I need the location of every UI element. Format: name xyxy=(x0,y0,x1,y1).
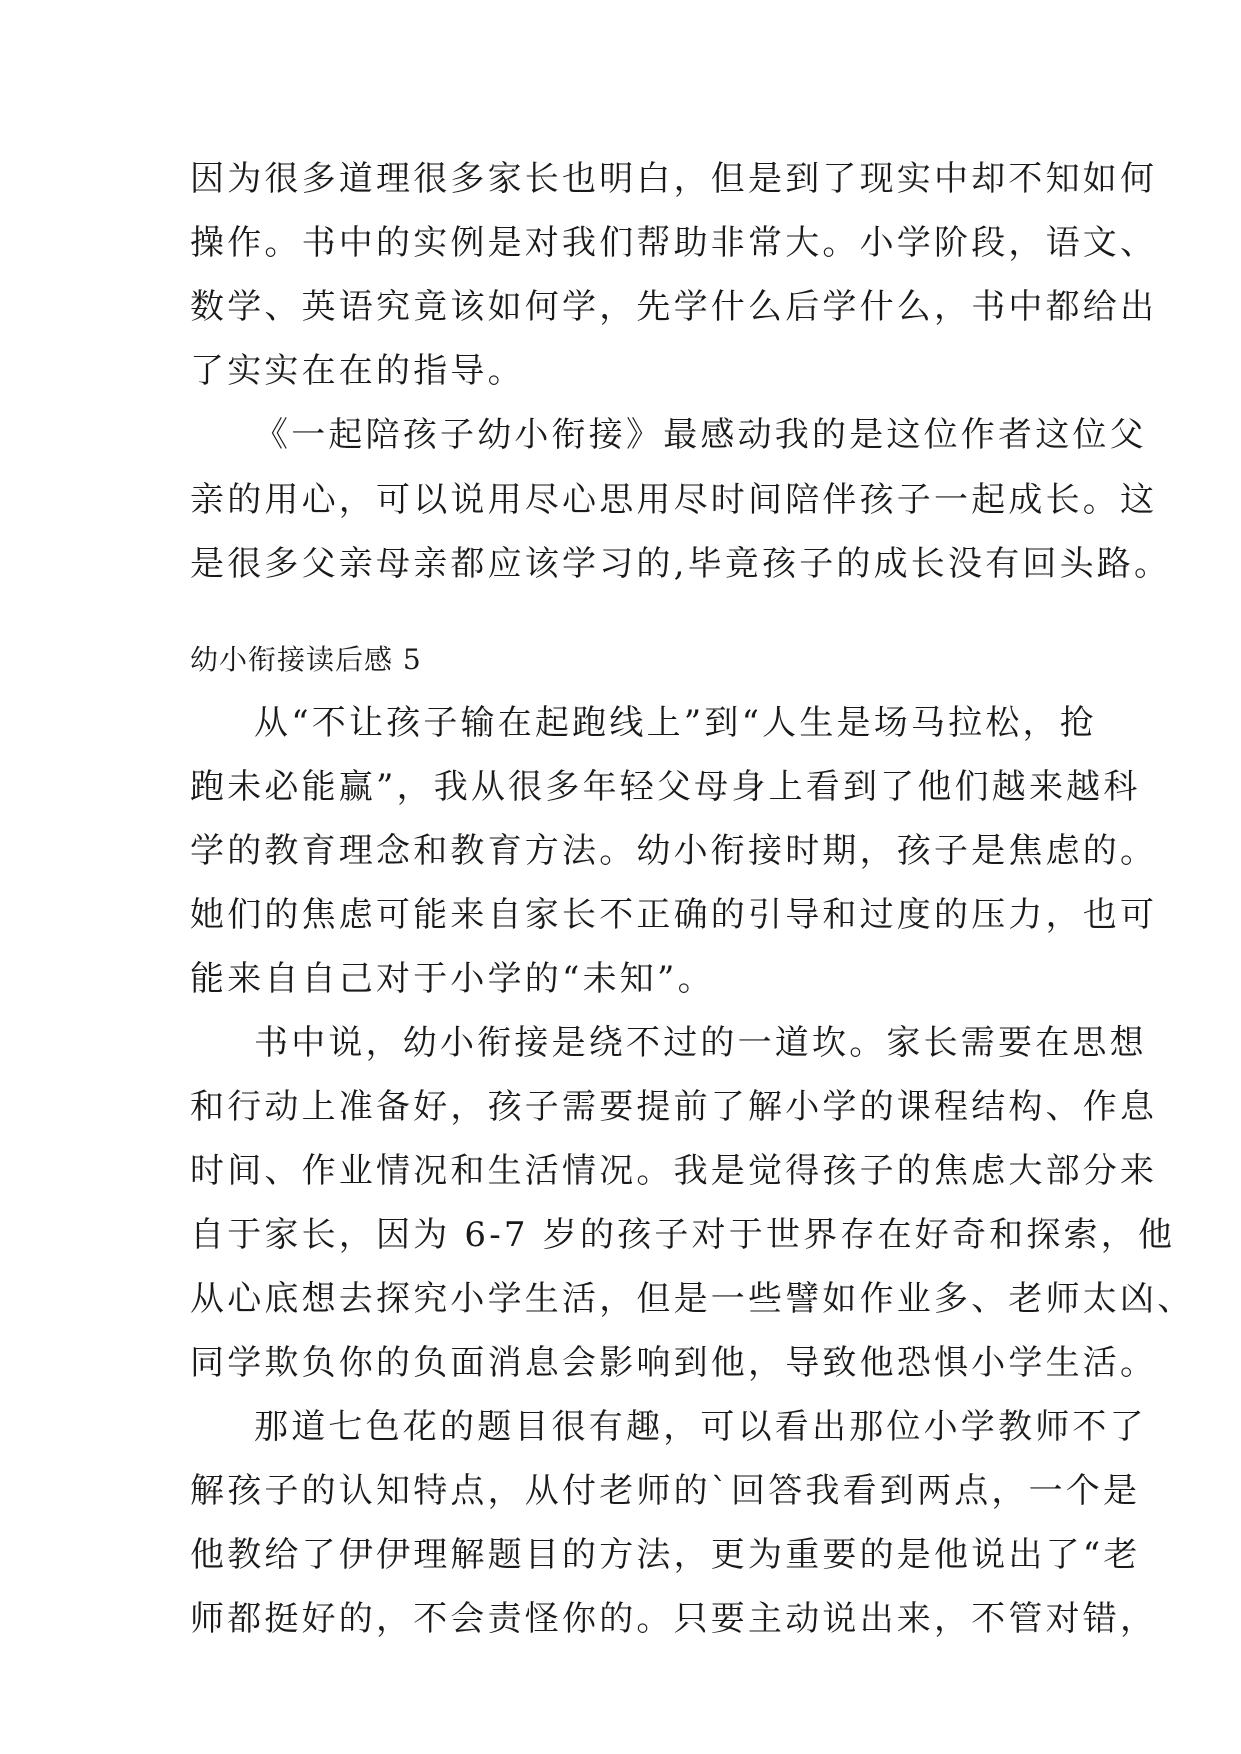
text-line: 亲的用心，可以说用尽心思用尽时间陪伴孩子一起成长。这 xyxy=(190,480,1158,520)
text-line: 和行动上准备好，孩子需要提前了解小学的课程结构、作息 xyxy=(190,1087,1158,1127)
text-line: 师都挺好的，不会责怪你的。只要主动说出来，不管对错， xyxy=(190,1599,1158,1639)
text-line: 了实实在在的指导。 xyxy=(190,351,525,391)
text-line: 是很多父亲母亲都应该学习的,毕竟孩子的成长没有回头路。 xyxy=(190,544,1172,584)
text-line: 《一起陪孩子幼小衔接》最感动我的是这位作者这位父 xyxy=(254,415,1147,455)
text-line: 学的教育理念和教育方法。幼小衔接时期，孩子是焦虑的。 xyxy=(190,831,1158,871)
text-line: 自于家长，因为 6-7 岁的孩子对于世界存在好奇和探索，他 xyxy=(190,1215,1176,1255)
text-line: 同学欺负你的负面消息会影响到他，导致他恐惧小学生活。 xyxy=(190,1343,1158,1383)
text-line: 数学、英语究竟该如何学，先学什么后学什么，书中都给出 xyxy=(190,287,1158,327)
text-line: 跑未必能赢”，我从很多年轻父母身上看到了他们越来越科 xyxy=(190,767,1141,807)
text-line: 书中说，幼小衔接是绕不过的一道坎。家长需要在思想 xyxy=(254,1023,1147,1063)
text-line: 他教给了伊伊理解题目的方法，更为重要的是他说出了“老 xyxy=(190,1535,1141,1575)
text-line: 因为很多道理很多家长也明白，但是到了现实中却不知如何 xyxy=(190,159,1158,199)
text-line: 从心底想去探究小学生活，但是一些譬如作业多、老师太凶、 xyxy=(190,1279,1195,1319)
text-line: 操作。书中的实例是对我们帮助非常大。小学阶段，语文、 xyxy=(190,223,1158,263)
text-line: 解孩子的认知特点，从付老师的`回答我看到两点，一个是 xyxy=(190,1471,1141,1511)
section-heading: 幼小衔接读后感 5 xyxy=(190,643,422,676)
text-line: 她们的焦虑可能来自家长不正确的引导和过度的压力，也可 xyxy=(190,895,1158,935)
text-line: 能来自自己对于小学的“未知”。 xyxy=(190,959,715,999)
text-line: 从“不让孩子输在起跑线上”到“人生是场马拉松，抢 xyxy=(254,703,1097,743)
text-line: 时间、作业情况和生活情况。我是觉得孩子的焦虑大部分来 xyxy=(190,1151,1158,1191)
text-line: 那道七色花的题目很有趣，可以看出那位小学教师不了 xyxy=(254,1407,1147,1447)
